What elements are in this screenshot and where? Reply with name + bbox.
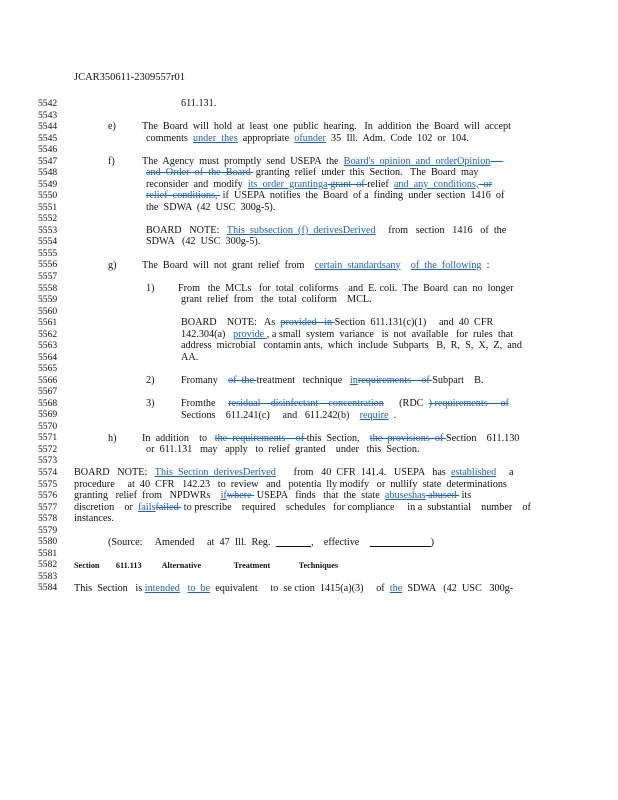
text-line: [142, 156, 503, 168]
inserted-text: established: [450, 467, 497, 479]
text-line: [146, 444, 420, 456]
text-run: BOARD NOTE:: [146, 224, 227, 236]
inserted-text: in: [349, 374, 358, 386]
line-number: 5584: [38, 582, 58, 594]
inserted-text: intended: [144, 582, 180, 594]
line-number: 5546: [38, 144, 58, 156]
text-line: [146, 225, 506, 237]
line-number: 5559: [38, 294, 58, 306]
line-number: 5552: [38, 213, 58, 225]
text-line: [74, 513, 114, 525]
text-run: procedure at 40 CFR 142.23 to review and potentia lly modify or nullify state determinations: [74, 478, 507, 490]
deleted-text: the requirements of: [214, 432, 307, 444]
text-line: [142, 433, 519, 445]
line-number: 5568: [38, 397, 58, 409]
text-run: address microbial contamin ants, which include Subparts B, R, S, X, Z, and: [181, 340, 522, 352]
text-run: g): [108, 259, 117, 271]
inserted-text: and any conditions,: [393, 178, 479, 190]
line-number: 5574: [38, 467, 58, 478]
line-number: 5554: [38, 236, 58, 248]
text-run: its: [459, 490, 472, 502]
line-number: 5560: [38, 305, 58, 317]
line-number: 5579: [38, 524, 58, 536]
line-number: 5553: [38, 224, 58, 236]
line-number: 5583: [38, 570, 58, 582]
deleted-text: provided in: [280, 317, 335, 329]
text-run: Sections 611.241(c) and 611.242(b): [181, 409, 360, 421]
text-line: [181, 294, 372, 306]
text-run: :: [481, 259, 490, 271]
inserted-text: under thes: [192, 132, 238, 144]
text-line: [108, 156, 115, 168]
fill-in-blank: [370, 537, 431, 547]
line-number: 5558: [38, 282, 58, 294]
text-run: ): [430, 536, 435, 548]
document-id: JCAR350611-2309557r01: [74, 72, 186, 83]
text-line: [178, 283, 514, 295]
text-run: (RDC: [383, 398, 429, 410]
deleted-text: or: [478, 178, 493, 190]
inserted-text: its order grantinga: [247, 178, 328, 190]
line-number: 5561: [38, 317, 58, 329]
inserted-text: This Section derivesDerived: [154, 467, 276, 479]
text-line: [142, 260, 489, 272]
text-run: or 611.131 may apply to relief granted under this Section.: [146, 444, 420, 456]
inserted-text: ofunder: [294, 132, 326, 144]
text-run: , a small system variance is not available for rules that: [266, 328, 514, 340]
line-number: 5543: [38, 109, 58, 121]
line-number: 5562: [38, 328, 58, 340]
deleted-text: of the: [227, 374, 257, 386]
text-run: The Agency must promptly send USEPA the: [142, 155, 344, 167]
text-run: Subpart B.: [432, 374, 484, 386]
text-run: 1): [146, 282, 155, 294]
text-line: [146, 375, 155, 387]
line-number: 5566: [38, 374, 58, 386]
line-number: 5548: [38, 167, 58, 179]
text-run: h): [108, 432, 117, 444]
text-line: [74, 583, 513, 595]
text-line: [146, 202, 275, 214]
inserted-text: certain standardsany: [314, 259, 401, 271]
text-line: [146, 179, 492, 191]
text-run: granting relief from NPDWRs: [74, 490, 221, 502]
text-line: [146, 283, 155, 295]
text-line: [108, 537, 434, 549]
text-line: [146, 167, 479, 179]
text-run: The Board will not grant relief from: [142, 259, 315, 271]
text-line: [181, 352, 198, 364]
text-line: [181, 329, 513, 341]
line-number: 5563: [38, 340, 58, 352]
text-run: e): [108, 121, 116, 133]
text-line: [74, 502, 531, 514]
text-line: [108, 260, 117, 272]
text-run: In addition to: [142, 432, 215, 444]
text-run: relief: [367, 178, 394, 190]
line-number: 5557: [38, 270, 58, 282]
deleted-text: abused: [425, 490, 460, 502]
line-number: 5578: [38, 513, 58, 525]
text-run: the SDWA (42 USC 300g-5).: [146, 201, 276, 213]
text-line: [181, 340, 522, 352]
text-run: [401, 260, 411, 271]
text-run: .: [388, 409, 397, 421]
text-run: grant relief from the total coliform MCL.: [181, 294, 372, 306]
text-line: [181, 375, 484, 387]
text-run: reconsider and modify: [146, 178, 248, 190]
text-run: 611.131.: [181, 98, 217, 109]
line-number: 5581: [38, 547, 58, 559]
text-run: comments: [146, 132, 193, 144]
line-number: 5573: [38, 455, 58, 467]
text-line: [74, 467, 514, 479]
inserted-text: the: [389, 582, 403, 594]
text-line: [108, 121, 116, 133]
text-run: 3): [146, 398, 155, 410]
text-line: [142, 121, 511, 133]
text-run: appropriate: [237, 132, 295, 144]
line-number: 5565: [38, 363, 58, 375]
inserted-text: provide: [233, 328, 267, 340]
text-line: [181, 410, 396, 422]
text-line: [146, 236, 260, 248]
inserted-text: fails: [137, 501, 156, 513]
text-run: from 40 CFR 141.4. USEPA has: [275, 467, 451, 479]
line-number: 5576: [38, 490, 58, 502]
text-run: This Section is: [74, 582, 145, 594]
text-line: [108, 433, 117, 445]
deleted-text: residual disinfectant concentration: [228, 398, 384, 410]
text-run: Fromthe: [181, 398, 229, 410]
line-number: 5551: [38, 201, 58, 213]
text-line: [146, 190, 504, 202]
line-number: 5571: [38, 432, 58, 444]
deleted-text: —: [490, 155, 504, 167]
text-run: AA.: [181, 351, 199, 363]
inserted-text: abuseshas: [384, 490, 426, 502]
text-run: The Board will hold at least one public hearing. In addition the Board will accept: [142, 121, 511, 133]
line-number: 5556: [38, 259, 58, 271]
text-run: f): [108, 155, 115, 167]
deleted-text: the provisions of: [369, 432, 446, 444]
line-number: 5569: [38, 409, 58, 421]
text-run: (Source: Amended at 47 Ill. Reg.: [108, 536, 276, 548]
deleted-text: and Order of the Board: [146, 167, 254, 179]
text-run: discretion or: [74, 501, 138, 513]
text-line: [146, 398, 155, 410]
text-line: [74, 560, 338, 572]
line-number-column: [38, 98, 78, 594]
text-run: Fromany: [181, 374, 228, 386]
line-number: 5572: [38, 443, 58, 455]
line-number: 5547: [38, 155, 58, 167]
text-run: From the MCLs for total coliforms and E. coli. The Board can no longer: [178, 282, 514, 294]
line-number: 5582: [38, 559, 58, 571]
text-run: BOARD NOTE:: [74, 467, 155, 479]
inserted-text: of the following: [410, 259, 482, 271]
inserted-text: Board's opinion and orderOpinion: [343, 155, 491, 167]
line-number: 5577: [38, 501, 58, 513]
deleted-text: grant of: [327, 178, 368, 190]
inserted-text: to be: [187, 582, 211, 594]
text-run: Section 611.131(c)(1) and 40 CFR: [334, 317, 494, 329]
text-run: from section 1416 of the: [375, 224, 507, 236]
text-run: to prescribe required schedules for compliance in a substantial number of: [181, 501, 531, 513]
line-number: 5575: [38, 478, 58, 490]
text-run: USEPA finds that the state: [254, 490, 385, 502]
line-number: 5542: [38, 98, 58, 109]
line-number: 5567: [38, 386, 58, 398]
text-line: [74, 479, 507, 491]
text-line: [146, 133, 469, 145]
text-run: , effective: [311, 536, 370, 548]
text-run: SDWA (42 USC 300g-: [402, 582, 514, 594]
line-number: 5564: [38, 351, 58, 363]
line-number: 5545: [38, 132, 58, 144]
line-number: 5550: [38, 190, 58, 202]
line-number: 5580: [38, 536, 58, 548]
text-run: 2): [146, 374, 155, 386]
text-line: [181, 317, 493, 329]
section-heading: Section 611.113 Alternative Treatment Techniques: [74, 560, 339, 570]
text-run: if USEPA notifies the Board of a finding under section 1416 of: [220, 190, 505, 202]
line-number: 5544: [38, 121, 58, 133]
text-run: 35 Ill. Adm. Code 102 or 104.: [325, 132, 469, 144]
fill-in-blank: [276, 537, 312, 547]
text-run: a: [496, 467, 514, 479]
text-run: granting relief under this Section. The Board may: [253, 167, 479, 179]
inserted-text: require: [359, 409, 389, 421]
text-run: BOARD NOTE: As: [181, 317, 281, 329]
line-number: 5555: [38, 247, 58, 259]
text-run: instances.: [74, 513, 114, 525]
deleted-text: requirements of: [357, 374, 433, 386]
text-run: SDWA (42 USC 300g-5).: [146, 236, 261, 248]
text-line: [181, 398, 509, 410]
deleted-text: where: [226, 490, 255, 502]
inserted-text: if: [220, 490, 227, 502]
text-line: [181, 98, 216, 110]
text-run: this Section,: [306, 432, 370, 444]
text-line: [74, 490, 471, 502]
line-number: 5549: [38, 178, 58, 190]
text-run: treatment technique: [256, 374, 350, 386]
line-number: 5570: [38, 420, 58, 432]
deleted-text: failed: [155, 501, 182, 513]
deleted-text: relief conditions,: [146, 190, 221, 202]
text-run: Section 611.130: [445, 432, 520, 444]
inserted-text: This subsection (f) derivesDerived: [226, 224, 376, 236]
deleted-text: ) requirements of: [428, 398, 509, 410]
text-run: 142.304(a): [181, 328, 234, 340]
text-run: equivalent to se ction 1415(a)(3) of: [210, 582, 390, 594]
